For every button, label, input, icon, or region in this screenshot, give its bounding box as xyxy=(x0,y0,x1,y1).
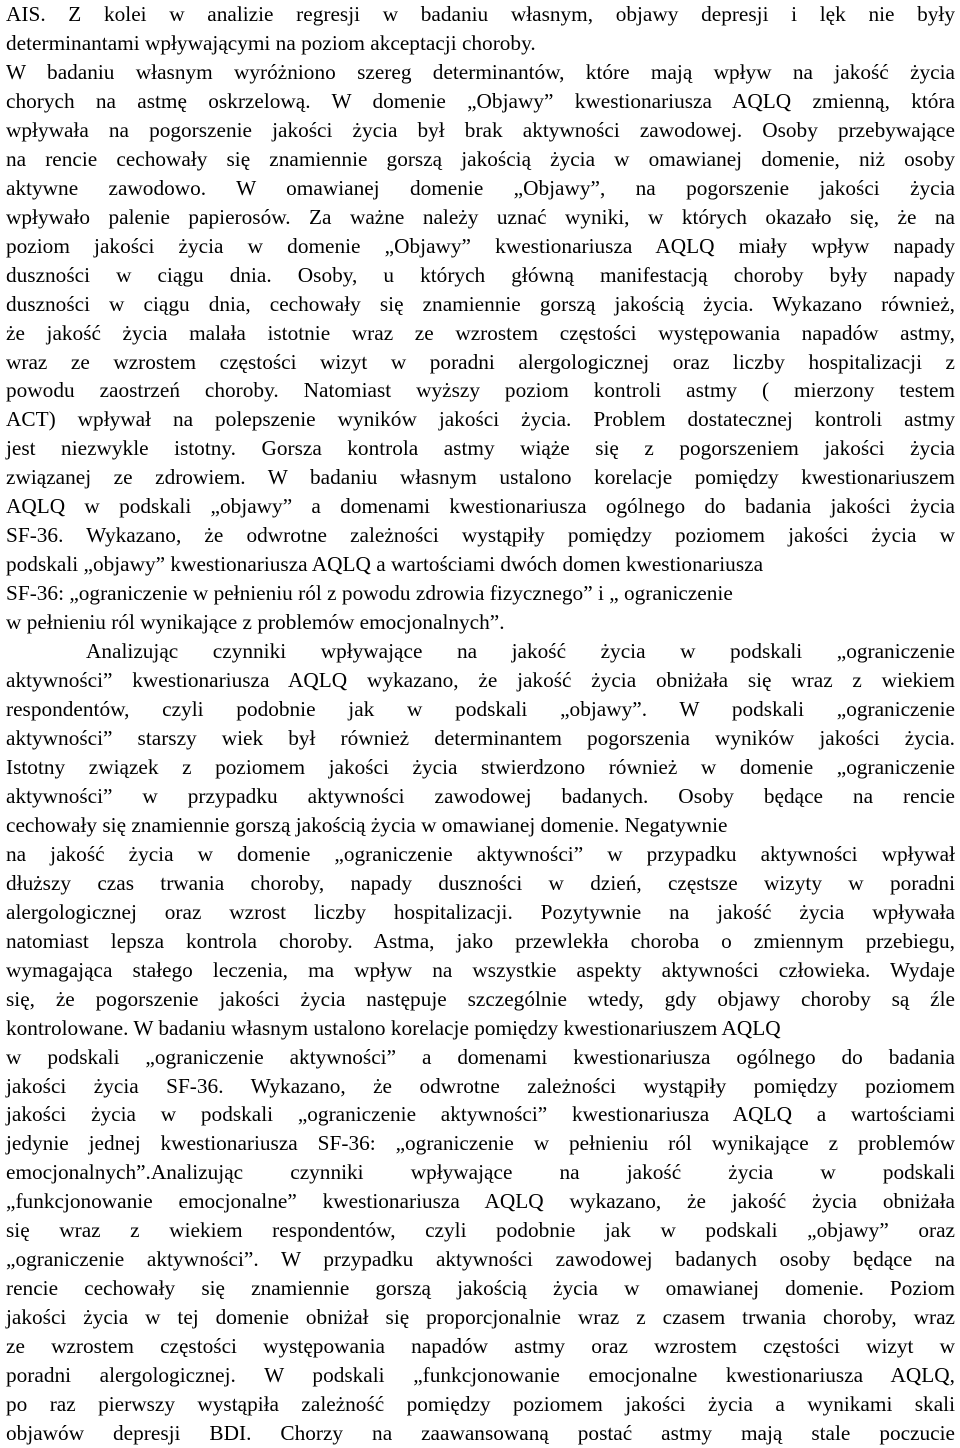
text-line: SF-36: „ograniczenie w pełnieniu ról z powodu zdrowia fizycznego” i „ ograniczenie xyxy=(6,581,733,606)
text-line: w pełnieniu ról wynikające z problemów emocjonalnych”. xyxy=(6,610,505,635)
text-line: wpływało palenie papierosów. Za ważne należy uznać wyniki, w których okazało się, że na xyxy=(6,204,955,229)
text-line: jakości życia w podskali „ograniczenie aktywności” kwestionariusza AQLQ a wartościami xyxy=(6,1102,955,1127)
text-line: chorych na astmę oskrzelową. W domenie „Objawy” kwestionariusza AQLQ zmienną, która xyxy=(6,88,955,113)
text-line: Istotny związek z poziomem jakości życia stwierdzono również w domenie „ograniczenie xyxy=(6,754,955,779)
text-line: natomiast lepsza kontrola choroby. Astma, jako przewlekła choroba o zmiennym przebiegu, xyxy=(6,928,955,953)
text-line: AQLQ w podskali „objawy” a domenami kwestionariusza ogólnego do badania jakości życia xyxy=(6,494,955,519)
text-line: jedynie jednej kwestionariusza SF-36: „ograniczenie w pełnieniu ról wynikające z problemów xyxy=(6,1131,955,1156)
text-line: jest niezwykle istotny. Gorsza kontrola astmy wiąże się z pogorszeniem jakości życia xyxy=(6,436,955,461)
text-line: na rencie cechowały się znamiennie gorszą jakością życia w omawianej domenie, niż osoby xyxy=(6,146,955,171)
text-line: cechowały się znamiennie gorszą jakością życia w omawianej domenie. Negatywnie xyxy=(6,812,728,837)
text-line: duszności w ciągu dnia, cechowały się znamiennie gorszą jakością życia. Wykazano również, xyxy=(6,291,955,316)
text-line: aktywne zawodowo. W omawianej domenie „Objawy”, na pogorszenie jakości życia xyxy=(6,175,955,200)
text-line: na jakość życia w domenie „ograniczenie aktywności” w przypadku aktywności wpływał xyxy=(6,841,955,866)
text-line: Analizując czynniki wpływające na jakość życia w podskali „ograniczenie xyxy=(86,639,955,664)
text-line: się wraz z wiekiem respondentów, czyli podobnie jak w podskali „objawy” oraz xyxy=(6,1218,955,1243)
text-line: po raz pierwszy wystąpiła zależność pomiędzy poziomem jakości życia a wynikami skali xyxy=(6,1392,955,1417)
text-line: W badaniu własnym wyróżniono szereg determinantów, które mają wpływ na jakość życia xyxy=(6,59,955,84)
text-line: „funkcjonowanie emocjonalne” kwestionariusza AQLQ wykazano, że jakość życia obniżała xyxy=(6,1189,955,1214)
text-line: kontrolowane. W badaniu własnym ustalono korelacje pomiędzy kwestionariuszem AQLQ xyxy=(6,1015,781,1040)
text-line: poradni alergologicznej. W podskali „funkcjonowanie emocjonalne kwestionariusza AQLQ, xyxy=(6,1363,955,1388)
text-line: jakości życia SF-36. Wykazano, że odwrotne zależności wystąpiły pomiędzy poziomem xyxy=(6,1073,955,1098)
text-line: wraz ze wzrostem częstości wizyt w poradni alergologicznej oraz liczby hospitalizacji z xyxy=(6,349,955,374)
text-line: ze wzrostem częstości występowania napadów astmy oraz wzrostem częstości wizyt w xyxy=(6,1334,955,1359)
text-line: emocjonalnych”.Analizując czynniki wpływające na jakość życia w podskali xyxy=(6,1160,955,1185)
text-line: determinantami wpływającymi na poziom akceptacji choroby. xyxy=(6,30,536,55)
text-line: się, że pogorszenie jakości życia następuje szczególnie wtedy, gdy objawy choroby są źle xyxy=(6,986,955,1011)
text-line: w podskali „ograniczenie aktywności” a domenami kwestionariusza ogólnego do badania xyxy=(6,1044,955,1069)
text-line: poziom jakości życia w domenie „Objawy” kwestionariusza AQLQ miały wpływ napady xyxy=(6,233,955,258)
text-line: AIS. Z kolei w analizie regresji w badaniu własnym, objawy depresji i lęk nie były xyxy=(6,2,955,26)
text-line: wymagająca stałego leczenia, ma wpływ na wszystkie aspekty aktywności człowieka. Wydaje xyxy=(6,957,955,982)
text-line: dłuższy czas trwania choroby, napady duszności w dzień, częstsze wizyty w poradni xyxy=(6,870,955,895)
text-line: powodu zaostrzeń choroby. Natomiast wyższy poziom kontroli astmy ( mierzony testem xyxy=(6,378,955,403)
text-line: aktywności” w przypadku aktywności zawodowej badanych. Osoby będące na rencie xyxy=(6,783,955,808)
text-line: wpływała na pogorszenie jakości życia był brak aktywności zawodowej. Osoby przebywające xyxy=(6,117,955,142)
text-line: jakości życia w tej domenie obniżał się proporcjonalnie wraz z czasem trwania choroby, wraz xyxy=(6,1305,955,1330)
text-line: objawów depresji BDI. Chorzy na zaawansowaną postać astmy mają stale poczucie xyxy=(6,1421,955,1446)
text-line: związanej ze zdrowiem. W badaniu własnym ustalono korelacje pomiędzy kwestionariuszem xyxy=(6,465,955,490)
text-line: podskali „objawy” kwestionariusza AQLQ a wartościami dwóch domen kwestionariusza xyxy=(6,552,764,577)
text-line: „ograniczenie aktywności”. W przypadku aktywności zawodowej badanych osoby będące na xyxy=(6,1247,955,1272)
text-line: ACT) wpływał na polepszenie wyników jakości życia. Problem dostatecznej kontroli astmy xyxy=(6,407,955,432)
text-line: aktywności” starszy wiek był również determinantem pogorszenia wyników jakości życia. xyxy=(6,726,955,750)
text-line: duszności w ciągu dnia. Osoby, u których główną manifestacją choroby były napady xyxy=(6,262,955,287)
text-line: że jakość życia malała istotnie wraz ze wzrostem częstości występowania napadów astmy, xyxy=(6,320,955,345)
text-line: SF-36. Wykazano, że odwrotne zależności wystąpiły pomiędzy poziomem jakości życia w xyxy=(6,523,955,548)
text-line: aktywności” kwestionariusza AQLQ wykazano, że jakość życia obniżała się wraz z wiekiem xyxy=(6,668,955,693)
text-line: rencie cechowały się znamiennie gorszą jakością życia w omawianej domenie. Poziom xyxy=(6,1276,955,1301)
text-line: respondentów, czyli podobnie jak w podskali „objawy”. W podskali „ograniczenie xyxy=(6,697,955,722)
text-line: alergologicznej oraz wzrost liczby hospitalizacji. Pozytywnie na jakość życia wpływała xyxy=(6,899,955,924)
